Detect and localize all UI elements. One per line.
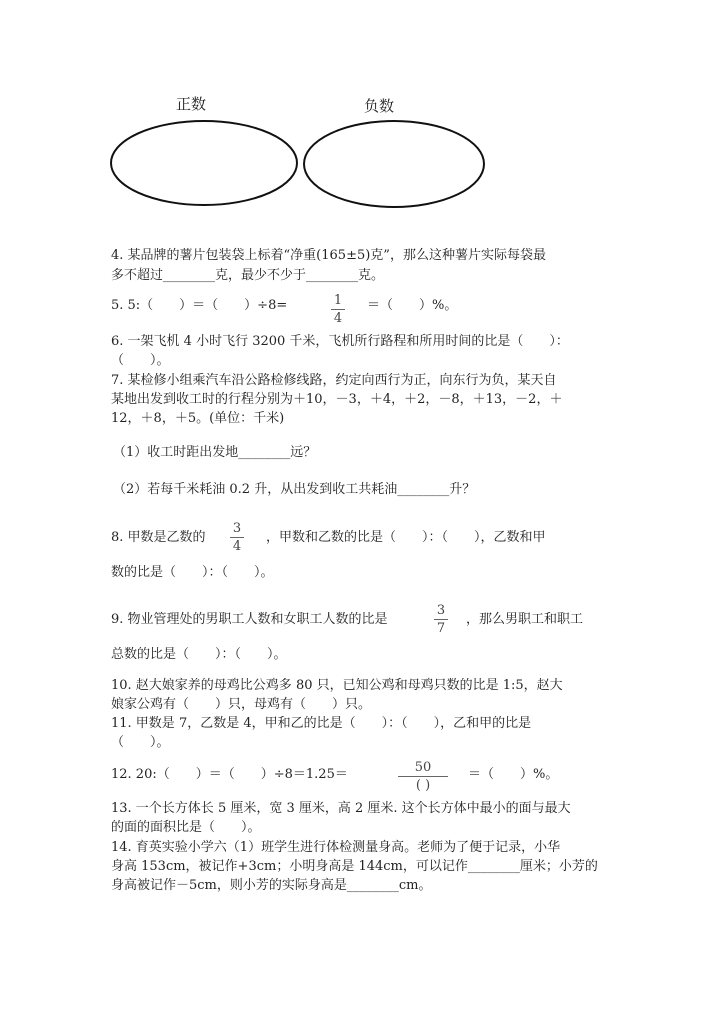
q8-text: 8. 甲数是乙数的 [111, 530, 206, 545]
q14-line1: 14. 育英实验小学六（1）班学生进行体检测量身高。老师为了便于记录，小华 [111, 840, 561, 855]
q5-fraction-numerator: 1 [333, 293, 343, 308]
q12-tail: ＝（ ）%。 [468, 767, 559, 782]
positive-oval [108, 118, 304, 210]
q13-line2: 的面的面积比是（ ）。 [111, 820, 261, 835]
q14-line3: 身高被记作－5cm，则小芳的实际身高是________cm。 [111, 878, 432, 893]
q8-fraction-numerator: 3 [232, 521, 242, 536]
q9-fraction-denominator: 7 [436, 621, 446, 636]
q7-line2: 某地出发到收工时的行程分别为＋10，－3，＋4，＋2，－8，＋13，－2，＋ [111, 392, 563, 407]
q4-line2: 多不超过________克，最少不少于________克。 [111, 268, 385, 283]
negative-oval [300, 118, 490, 212]
q8-fraction [230, 521, 244, 554]
positive-label: 正数 [176, 95, 207, 113]
q12-fraction-denominator: ( ) [415, 778, 431, 793]
q13-line1: 13. 一个长方体长 5 厘米，宽 3 厘米，高 2 厘米. 这个长方体中最小的面与最大 [111, 801, 571, 816]
q9-fraction-numerator: 3 [436, 603, 446, 618]
q6-line1: 6. 一架飞机 4 小时飞行 3200 千米，飞机所行路程和所用时间的比是（ ）： [111, 334, 569, 349]
q7-sub1: （1）收工时距出发地________远？ [113, 445, 317, 460]
q9-tail: ，那么男职工和职工 [466, 612, 584, 627]
q10-line2: 娘家公鸡有（ ）只，母鸡有（ ）只。 [111, 697, 372, 712]
q8-line2: 数的比是（ ）：（ ）。 [111, 565, 274, 580]
q5-fraction [331, 293, 345, 326]
q5-fraction-denominator: 4 [333, 311, 343, 326]
q14-line2: 身高 153cm，被记作+3cm；小明身高是 144cm，可以记作________厘米；小芳的 [111, 859, 598, 874]
q8-tail: ，甲数和乙数的比是（ ）：（ ），乙数和甲 [266, 530, 546, 545]
q7-sub2: （2）若每千米耗油 0.2 升，从出发到收工共耗油________升？ [113, 482, 476, 497]
q6-line2: （ ）。 [111, 353, 170, 368]
q9-fraction [434, 603, 448, 636]
q5-tail: ＝（ ）%。 [367, 298, 458, 313]
q7-line1: 7. 某检修小组乘汽车沿公路检修线路，约定向西行为正，向东行为负，某天自 [111, 373, 557, 388]
q10-line1: 10. 赵大娘家养的母鸡比公鸡多 80 只，已知公鸡和母鸡只数的比是 1:5，赵大 [111, 678, 563, 693]
q11-line2: （ ）。 [111, 735, 170, 750]
q4-line1: 4. 某品牌的薯片包装袋上标着“净重(165±5)克”，那么这种薯片实际每袋最 [111, 248, 546, 263]
negative-label: 负数 [364, 97, 395, 115]
q5-text: 5. 5:（ ）＝（ ）÷8= [111, 298, 288, 313]
q12-text: 12. 20:（ ）＝（ ）÷8＝1.25＝ [111, 767, 348, 782]
q9-line2: 总数的比是（ ）：（ ）。 [111, 647, 287, 662]
q12-fraction [398, 760, 448, 793]
q12-fraction-numerator: 50 [414, 760, 432, 775]
q9-text: 9. 物业管理处的男职工人数和女职工人数的比是 [111, 612, 388, 627]
q11-line1: 11. 甲数是 7，乙数是 4，甲和乙的比是（ ）：（ ），乙和甲的比是 [111, 716, 532, 731]
q8-fraction-denominator: 4 [232, 539, 242, 554]
q7-line3: 12，＋8，＋5。(单位：千米) [111, 411, 285, 426]
